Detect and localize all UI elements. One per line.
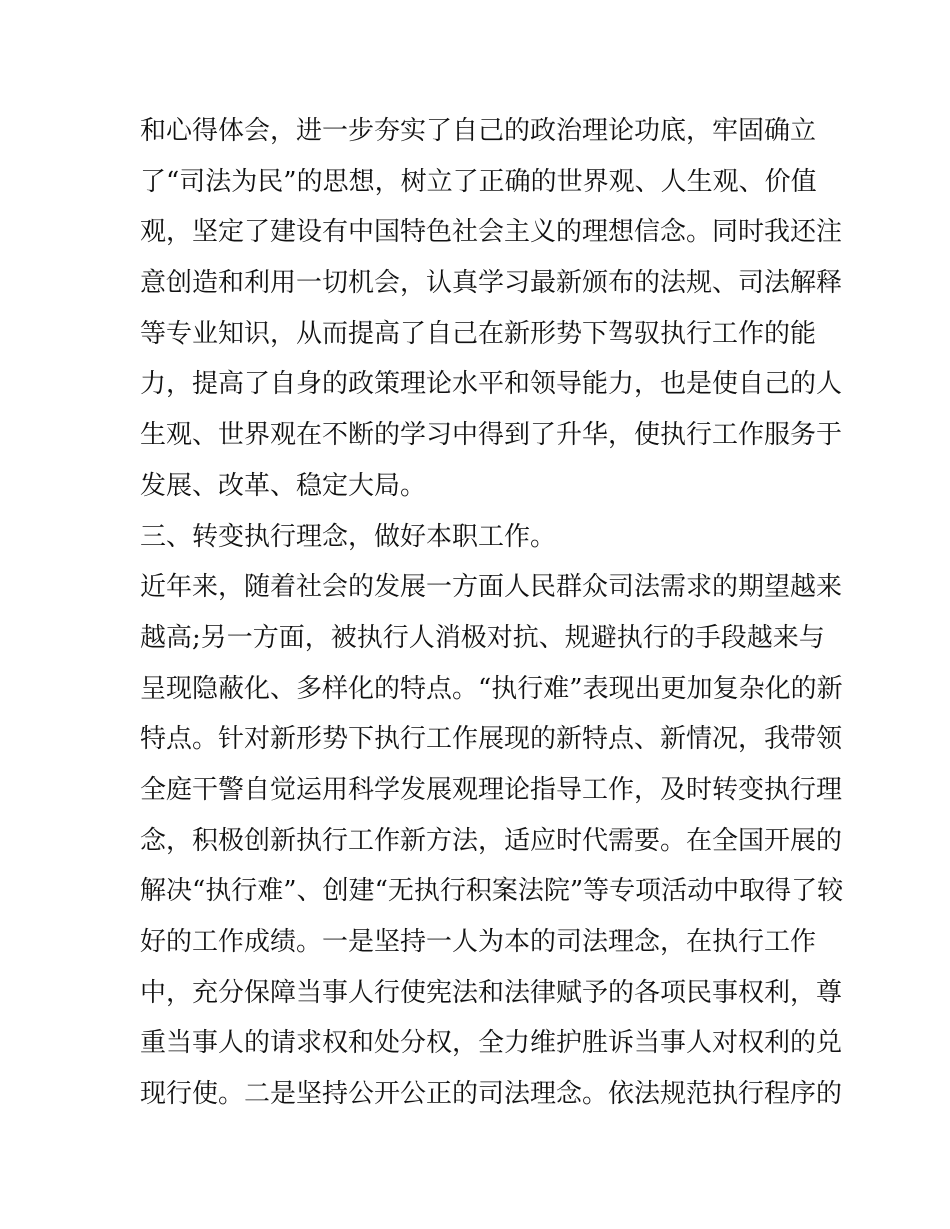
text-line: 重当事人的请求权和处分权，全力维护胜诉当事人对权利的兑: [140, 1028, 843, 1059]
text-line: 了“司法为民”的思想，树立了正确的世界观、人生观、价值: [140, 166, 817, 197]
text-line: 呈现隐蔽化、多样化的特点。“执行难”表现出更加复杂化的新: [140, 673, 843, 704]
text-line: 力，提高了自身的政策理论水平和领导能力，也是使自己的人: [140, 369, 843, 400]
text-line: 好的工作成绩。一是坚持一人为本的司法理念，在执行工作: [140, 927, 817, 957]
text-line: 越高;另一方面，被执行人消极对抗、规避执行的手段越来与: [140, 622, 825, 653]
text-line: 近年来，随着社会的发展一方面人民群众司法需求的期望越来: [140, 572, 843, 603]
body-text: [140, 106, 844, 1120]
text-line: 现行使。二是坚持公开公正的司法理念。依法规范执行程序的: [140, 1079, 843, 1110]
text-line: 和心得体会，进一步夯实了自己的政治理论功底，牢固确立: [140, 116, 817, 146]
section-heading: 三、转变执行理念，做好本职工作。: [140, 521, 557, 552]
text-line: 意创造和利用一切机会，认真学习最新颁布的法规、司法解释: [140, 268, 843, 299]
text-line: 生观、世界观在不断的学习中得到了升华，使执行工作服务于: [140, 420, 843, 451]
text-line: 观，坚定了建设有中国特色社会主义的理想信念。同时我还注: [140, 217, 843, 248]
text-line: 特点。针对新形势下执行工作展现的新特点、新情况，我带领: [140, 724, 843, 755]
text-line: 等专业知识，从而提高了自己在新形势下驾驭执行工作的能: [140, 318, 817, 349]
text-line: 发展、改革、稳定大局。: [140, 470, 427, 501]
text-line: 中，充分保障当事人行使宪法和法律赋予的各项民事权利，尊: [140, 977, 843, 1008]
text-line: 全庭干警自觉运用科学发展观理论指导工作，及时转变执行理: [140, 774, 843, 805]
text-line: 念，积极创新执行工作新方法，适应时代需要。在全国开展的: [140, 825, 843, 856]
text-line: 解决“执行难”、创建“无执行积案法院”等专项活动中取得了较: [140, 876, 844, 907]
